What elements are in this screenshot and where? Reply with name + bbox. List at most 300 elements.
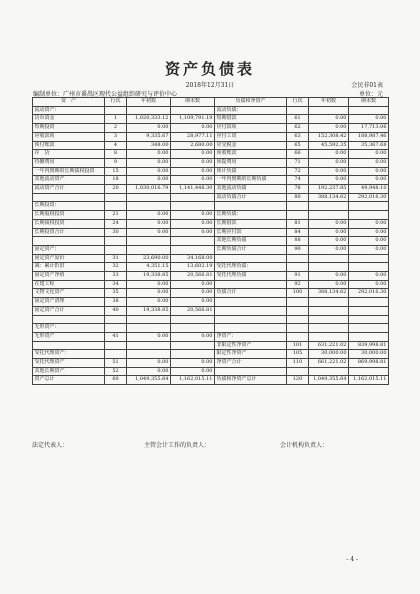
asset-name-cell: 流动资产合计 — [33, 185, 105, 194]
col-header-line: 行次 — [105, 98, 127, 107]
liability-opening-cell: 0.00 — [309, 245, 349, 254]
liability-line-cell: 71 — [287, 158, 309, 167]
liability-closing-cell: 292,016.30 — [349, 289, 389, 298]
liability-opening-cell: 0.00 — [309, 228, 349, 237]
liability-closing-cell: 0.00 — [349, 280, 389, 289]
liability-line-cell: 81 — [287, 219, 309, 228]
table-row — [33, 315, 389, 324]
asset-closing-cell — [171, 193, 215, 202]
table-row — [33, 150, 389, 159]
table-row — [33, 176, 389, 185]
liability-closing-cell: 0.00 — [349, 237, 389, 246]
liability-name-cell: 受托代理负债： — [215, 263, 287, 272]
liability-opening-cell: 0.00 — [309, 272, 349, 281]
liability-name-cell: 其他长期负债 — [215, 237, 287, 246]
asset-opening-cell: 348.00 — [127, 141, 171, 150]
legal-representative-label: 法定代表人： — [32, 442, 69, 449]
asset-line-cell: 1 — [105, 115, 127, 124]
table-row — [33, 219, 389, 228]
currency-unit: 单位：元 — [358, 91, 383, 98]
asset-name-cell — [33, 341, 105, 350]
asset-line-cell: 21 — [105, 211, 127, 220]
liability-closing-cell: 0.00 — [349, 115, 389, 124]
asset-opening-cell: 9,335.67 — [127, 132, 171, 141]
asset-name-cell — [33, 237, 105, 246]
asset-opening-cell — [127, 315, 171, 324]
liability-opening-cell: 0.00 — [309, 219, 349, 228]
table-row — [33, 289, 389, 298]
liability-opening-cell — [309, 211, 349, 220]
asset-name-cell: 长期投资合计 — [33, 228, 105, 237]
asset-opening-cell: 0.00 — [127, 359, 171, 368]
asset-opening-cell: 0.00 — [127, 167, 171, 176]
liability-opening-cell — [309, 106, 349, 115]
asset-line-cell: 18 — [105, 176, 127, 185]
liability-closing-cell: 17,713.06 — [349, 124, 389, 133]
table-row — [33, 193, 389, 202]
asset-line-cell: 2 — [105, 124, 127, 133]
asset-name-cell: 资产总计 — [33, 376, 105, 385]
form-code: 会民非01表 — [351, 82, 383, 89]
asset-name-cell: 受托代理资产： — [33, 350, 105, 359]
liability-name-cell — [215, 202, 287, 211]
liability-line-cell — [287, 306, 309, 315]
liability-opening-cell: 0.00 — [309, 124, 349, 133]
liability-closing-cell — [349, 332, 389, 341]
asset-line-cell: 24 — [105, 219, 127, 228]
asset-closing-cell — [171, 324, 215, 333]
table-row — [33, 202, 389, 211]
asset-name-cell: 其他流动资产 — [33, 176, 105, 185]
asset-name-cell — [33, 193, 105, 202]
liability-line-cell: 61 — [287, 115, 309, 124]
liability-name-cell: 应付款项 — [215, 124, 287, 133]
asset-line-cell — [105, 245, 127, 254]
asset-closing-cell: 28,977.11 — [171, 132, 215, 141]
asset-line-cell: 9 — [105, 158, 127, 167]
liability-opening-cell — [309, 315, 349, 324]
liability-line-cell — [287, 332, 309, 341]
accounting-head-label: 会计机构负责人： — [280, 442, 329, 449]
liability-name-cell: 一年内到期的长期负债 — [215, 176, 287, 185]
asset-opening-cell: 0.00 — [127, 367, 171, 376]
liability-closing-cell: 0.00 — [349, 272, 389, 281]
asset-opening-cell — [127, 324, 171, 333]
asset-name-cell: 无形资产 — [33, 332, 105, 341]
table-row — [33, 185, 389, 194]
asset-name-cell: 减：累计折旧 — [33, 263, 105, 272]
asset-closing-cell: 0.00 — [171, 228, 215, 237]
table-row — [33, 263, 389, 272]
asset-line-cell: 32 — [105, 263, 127, 272]
asset-opening-cell: 1,049,355.64 — [127, 376, 171, 385]
asset-line-cell — [105, 202, 127, 211]
liability-line-cell: 84 — [287, 228, 309, 237]
liability-line-cell — [287, 367, 309, 376]
asset-opening-cell: 0.00 — [127, 124, 171, 133]
liability-closing-cell: 188,987.46 — [349, 132, 389, 141]
asset-closing-cell — [171, 315, 215, 324]
asset-line-cell — [105, 106, 127, 115]
liability-name-cell: 其他流动负债 — [215, 185, 287, 194]
col-header-liabilities: 负债和净资产 — [215, 98, 287, 107]
asset-closing-cell — [171, 245, 215, 254]
asset-name-cell: 待摊费用 — [33, 158, 105, 167]
col-header-closing: 期末数 — [171, 98, 215, 107]
asset-closing-cell: 0.00 — [171, 367, 215, 376]
asset-line-cell: 30 — [105, 228, 127, 237]
liability-closing-cell — [349, 263, 389, 272]
liability-opening-cell: 0.00 — [309, 280, 349, 289]
liability-line-cell: 91 — [287, 272, 309, 281]
asset-line-cell — [105, 315, 127, 324]
table-row — [33, 350, 389, 359]
liability-closing-cell: 0.00 — [349, 228, 389, 237]
liability-name-cell — [215, 315, 287, 324]
liability-closing-cell: 0.00 — [349, 176, 389, 185]
liability-opening-cell — [309, 324, 349, 333]
liability-opening-cell: 0.00 — [309, 158, 349, 167]
asset-name-cell: 长期投资： — [33, 202, 105, 211]
asset-name-cell: 流动资产： — [33, 106, 105, 115]
liability-name-cell: 限定性净资产 — [215, 350, 287, 359]
table-row — [33, 141, 389, 150]
asset-closing-cell: 34,168.00 — [171, 254, 215, 263]
liability-name-cell: 预收账款 — [215, 150, 287, 159]
liability-line-cell: 110 — [287, 359, 309, 368]
asset-line-cell: 35 — [105, 289, 127, 298]
liability-line-cell — [287, 106, 309, 115]
asset-name-cell: 固定资产清理 — [33, 298, 105, 307]
liability-line-cell: 105 — [287, 350, 309, 359]
table-row — [33, 132, 389, 141]
asset-opening-cell — [127, 202, 171, 211]
asset-closing-cell: 0.00 — [171, 167, 215, 176]
liability-opening-cell: 661,221.02 — [309, 359, 349, 368]
table-row — [33, 237, 389, 246]
liability-line-cell: 66 — [287, 150, 309, 159]
liability-name-cell — [215, 298, 287, 307]
asset-opening-cell: 0.00 — [127, 150, 171, 159]
table-row — [33, 359, 389, 368]
asset-closing-cell: 0.00 — [171, 332, 215, 341]
liability-name-cell: 预提费用 — [215, 158, 287, 167]
liability-opening-cell: 0.00 — [309, 150, 349, 159]
asset-line-cell — [105, 324, 127, 333]
table-row — [33, 158, 389, 167]
liability-line-cell: 90 — [287, 245, 309, 254]
liability-name-cell: 预计负债 — [215, 167, 287, 176]
liability-line-cell: 72 — [287, 167, 309, 176]
asset-closing-cell — [171, 350, 215, 359]
liability-name-cell — [215, 254, 287, 263]
liability-line-cell — [287, 263, 309, 272]
col-header-opening: 年初数 — [127, 98, 171, 107]
table-row — [33, 254, 389, 263]
asset-line-cell: 41 — [105, 332, 127, 341]
asset-closing-cell — [171, 106, 215, 115]
liability-closing-cell — [349, 306, 389, 315]
asset-closing-cell: 0.00 — [171, 359, 215, 368]
asset-opening-cell — [127, 245, 171, 254]
asset-line-cell: 15 — [105, 167, 127, 176]
liability-line-cell: 78 — [287, 185, 309, 194]
liability-line-cell: 101 — [287, 341, 309, 350]
liability-line-cell — [287, 202, 309, 211]
asset-name-cell: 货币资金 — [33, 115, 105, 124]
table-row — [33, 332, 389, 341]
table-row — [33, 298, 389, 307]
asset-closing-cell: 0.00 — [171, 211, 215, 220]
liability-name-cell: 流动负债： — [215, 106, 287, 115]
liability-line-cell: 88 — [287, 237, 309, 246]
asset-line-cell: 31 — [105, 254, 127, 263]
asset-line-cell: 40 — [105, 306, 127, 315]
liability-closing-cell — [349, 106, 389, 115]
asset-line-cell: 8 — [105, 150, 127, 159]
liability-closing-cell: 35,367.68 — [349, 141, 389, 150]
report-date: 2018年12月31日 — [185, 82, 235, 89]
col-header-closing-2: 期末数 — [349, 98, 389, 107]
asset-name-cell: 在建工程 — [33, 280, 105, 289]
liability-opening-cell: 388,134.62 — [309, 193, 349, 202]
asset-line-cell: 51 — [105, 359, 127, 368]
asset-name-cell: 文物文化资产 — [33, 289, 105, 298]
liability-name-cell: 流动负债合计 — [215, 193, 287, 202]
asset-opening-cell: 0.00 — [127, 158, 171, 167]
asset-name-cell: 长期债权投资 — [33, 219, 105, 228]
asset-name-cell — [33, 315, 105, 324]
table-row — [33, 280, 389, 289]
asset-closing-cell: 0.00 — [171, 124, 215, 133]
balance-sheet-table — [32, 97, 389, 385]
liability-line-cell — [287, 211, 309, 220]
asset-name-cell: 固定资产原价 — [33, 254, 105, 263]
asset-opening-cell: 0.00 — [127, 298, 171, 307]
liability-name-cell — [215, 367, 287, 376]
asset-closing-cell: 0.00 — [171, 298, 215, 307]
liability-line-cell — [287, 324, 309, 333]
liability-closing-cell: 0.00 — [349, 245, 389, 254]
table-row — [33, 306, 389, 315]
liability-opening-cell: 152,308.42 — [309, 132, 349, 141]
asset-opening-cell: 19,338.85 — [127, 306, 171, 315]
asset-closing-cell: 2,680.00 — [171, 141, 215, 150]
asset-opening-cell: 0.00 — [127, 332, 171, 341]
asset-line-cell — [105, 350, 127, 359]
asset-closing-cell: 1,141,448.30 — [171, 185, 215, 194]
asset-name-cell: 存 货 — [33, 150, 105, 159]
liability-name-cell: 应交税金 — [215, 141, 287, 150]
asset-line-cell: 52 — [105, 367, 127, 376]
asset-line-cell — [105, 193, 127, 202]
asset-closing-cell: 0.00 — [171, 150, 215, 159]
liability-opening-cell: 30,000.00 — [309, 350, 349, 359]
table-row — [33, 106, 389, 115]
liability-name-cell: 长期负债： — [215, 211, 287, 220]
liability-closing-cell: 0.00 — [349, 158, 389, 167]
asset-opening-cell — [127, 237, 171, 246]
asset-closing-cell — [171, 202, 215, 211]
page-number: - 4 - — [346, 556, 358, 563]
asset-opening-cell: 0.00 — [127, 280, 171, 289]
table-row — [33, 124, 389, 133]
liability-line-cell: 92 — [287, 280, 309, 289]
asset-line-cell — [105, 237, 127, 246]
liability-opening-cell: 0.00 — [309, 237, 349, 246]
asset-name-cell: 固定资产净值 — [33, 272, 105, 281]
asset-opening-cell — [127, 350, 171, 359]
asset-name-cell: 短期投资 — [33, 124, 105, 133]
asset-name-cell: 预付账款 — [33, 141, 105, 150]
liability-opening-cell — [309, 263, 349, 272]
finance-head-label: 主管会计工作的负责人： — [144, 442, 211, 449]
liability-opening-cell: 0.00 — [309, 176, 349, 185]
liability-name-cell: 负债和净资产总计 — [215, 376, 287, 385]
liability-opening-cell: 388,134.62 — [309, 289, 349, 298]
liability-closing-cell: 1,162,015.11 — [349, 376, 389, 385]
asset-line-cell: 33 — [105, 272, 127, 281]
table-header-row — [33, 98, 389, 107]
asset-name-cell: 应收款项 — [33, 132, 105, 141]
asset-line-cell: 38 — [105, 298, 127, 307]
liability-closing-cell: 30,000.00 — [349, 350, 389, 359]
asset-opening-cell: 0.00 — [127, 219, 171, 228]
liability-opening-cell: 631,221.02 — [309, 341, 349, 350]
table-row — [33, 115, 389, 124]
liability-opening-cell — [309, 202, 349, 211]
liability-line-cell: 120 — [287, 376, 309, 385]
asset-closing-cell: 20,566.81 — [171, 306, 215, 315]
asset-opening-cell: 4,351.15 — [127, 263, 171, 272]
col-header-opening-2: 年初数 — [309, 98, 349, 107]
liability-opening-cell — [309, 332, 349, 341]
liability-name-cell — [215, 306, 287, 315]
liability-name-cell: 负债合计 — [215, 289, 287, 298]
liability-name-cell: 长期负债合计 — [215, 245, 287, 254]
col-header-assets: 资 产 — [33, 98, 105, 107]
asset-opening-cell — [127, 106, 171, 115]
asset-opening-cell — [127, 341, 171, 350]
liability-name-cell: 长期借款 — [215, 219, 287, 228]
asset-closing-cell: 13,602.19 — [171, 263, 215, 272]
liability-name-cell — [215, 324, 287, 333]
asset-closing-cell: 0.00 — [171, 158, 215, 167]
liability-closing-cell: 49,948.10 — [349, 185, 389, 194]
asset-line-cell — [105, 341, 127, 350]
liability-closing-cell: 869,998.81 — [349, 359, 389, 368]
table-row — [33, 324, 389, 333]
liability-line-cell: 100 — [287, 289, 309, 298]
liability-opening-cell: 45,592.35 — [309, 141, 349, 150]
liability-name-cell: 应付工资 — [215, 132, 287, 141]
asset-name-cell: 固定资产： — [33, 245, 105, 254]
liability-name-cell: 非限定性净资产 — [215, 341, 287, 350]
liability-opening-cell: 1,049,355.64 — [309, 376, 349, 385]
asset-opening-cell: 0.00 — [127, 176, 171, 185]
liability-closing-cell: 0.00 — [349, 219, 389, 228]
liability-closing-cell — [349, 254, 389, 263]
liability-opening-cell — [309, 306, 349, 315]
liability-closing-cell — [349, 298, 389, 307]
liability-opening-cell — [309, 298, 349, 307]
liability-opening-cell: 0.00 — [309, 167, 349, 176]
asset-name-cell: 一年内到期的长期债权投资 — [33, 167, 105, 176]
asset-opening-cell: 23,690.00 — [127, 254, 171, 263]
asset-closing-cell: 0.00 — [171, 280, 215, 289]
liability-name-cell — [215, 280, 287, 289]
liability-opening-cell: 192,237.85 — [309, 185, 349, 194]
liability-opening-cell — [309, 367, 349, 376]
table-row — [33, 341, 389, 350]
liability-closing-cell: 839,998.81 — [349, 341, 389, 350]
asset-closing-cell — [171, 341, 215, 350]
liability-opening-cell: 0.00 — [309, 115, 349, 124]
asset-opening-cell: 1,020,333.12 — [127, 115, 171, 124]
liability-opening-cell — [309, 254, 349, 263]
asset-name-cell: 长期股权投资 — [33, 211, 105, 220]
liability-closing-cell — [349, 367, 389, 376]
asset-line-cell: 34 — [105, 280, 127, 289]
liability-name-cell: 受托代理负债 — [215, 272, 287, 281]
liability-closing-cell — [349, 324, 389, 333]
liability-name-cell: 长期应付款 — [215, 228, 287, 237]
asset-closing-cell: 0.00 — [171, 176, 215, 185]
asset-opening-cell: 1,030,016.79 — [127, 185, 171, 194]
table-row — [33, 367, 389, 376]
liability-line-cell — [287, 298, 309, 307]
asset-line-cell: 4 — [105, 141, 127, 150]
liability-closing-cell: 0.00 — [349, 167, 389, 176]
table-row — [33, 167, 389, 176]
asset-line-cell: 3 — [105, 132, 127, 141]
asset-closing-cell: 1,162,015.11 — [171, 376, 215, 385]
asset-opening-cell: 0.00 — [127, 289, 171, 298]
liability-name-cell: 净资产： — [215, 332, 287, 341]
asset-closing-cell: 0.00 — [171, 289, 215, 298]
report-title: 资产负债表 — [164, 60, 255, 78]
col-header-line-2: 行次 — [287, 98, 309, 107]
asset-closing-cell: 1,109,791.19 — [171, 115, 215, 124]
asset-opening-cell — [127, 193, 171, 202]
liability-closing-cell: 292,016.30 — [349, 193, 389, 202]
liability-closing-cell: 0.00 — [349, 150, 389, 159]
liability-name-cell: 净资产合计 — [215, 359, 287, 368]
table-row — [33, 228, 389, 237]
liability-line-cell: 74 — [287, 176, 309, 185]
liability-line-cell: 63 — [287, 132, 309, 141]
asset-closing-cell — [171, 237, 215, 246]
preparing-organization: 编制单位：广州市番禺区现代公益组织研究与评价中心 — [33, 91, 178, 98]
liability-line-cell: 65 — [287, 141, 309, 150]
asset-opening-cell: 19,338.85 — [127, 272, 171, 281]
asset-opening-cell: 0.00 — [127, 211, 171, 220]
asset-closing-cell: 20,566.81 — [171, 272, 215, 281]
asset-line-cell: 60 — [105, 376, 127, 385]
asset-name-cell: 无形资产： — [33, 324, 105, 333]
asset-line-cell: 20 — [105, 185, 127, 194]
liability-line-cell — [287, 315, 309, 324]
liability-line-cell: 80 — [287, 193, 309, 202]
liability-line-cell — [287, 254, 309, 263]
table-row — [33, 245, 389, 254]
liability-closing-cell — [349, 202, 389, 211]
asset-name-cell: 其他长期资产 — [33, 367, 105, 376]
liability-closing-cell — [349, 211, 389, 220]
table-row — [33, 272, 389, 281]
liability-name-cell: 短期借款 — [215, 115, 287, 124]
table-row — [33, 376, 389, 385]
